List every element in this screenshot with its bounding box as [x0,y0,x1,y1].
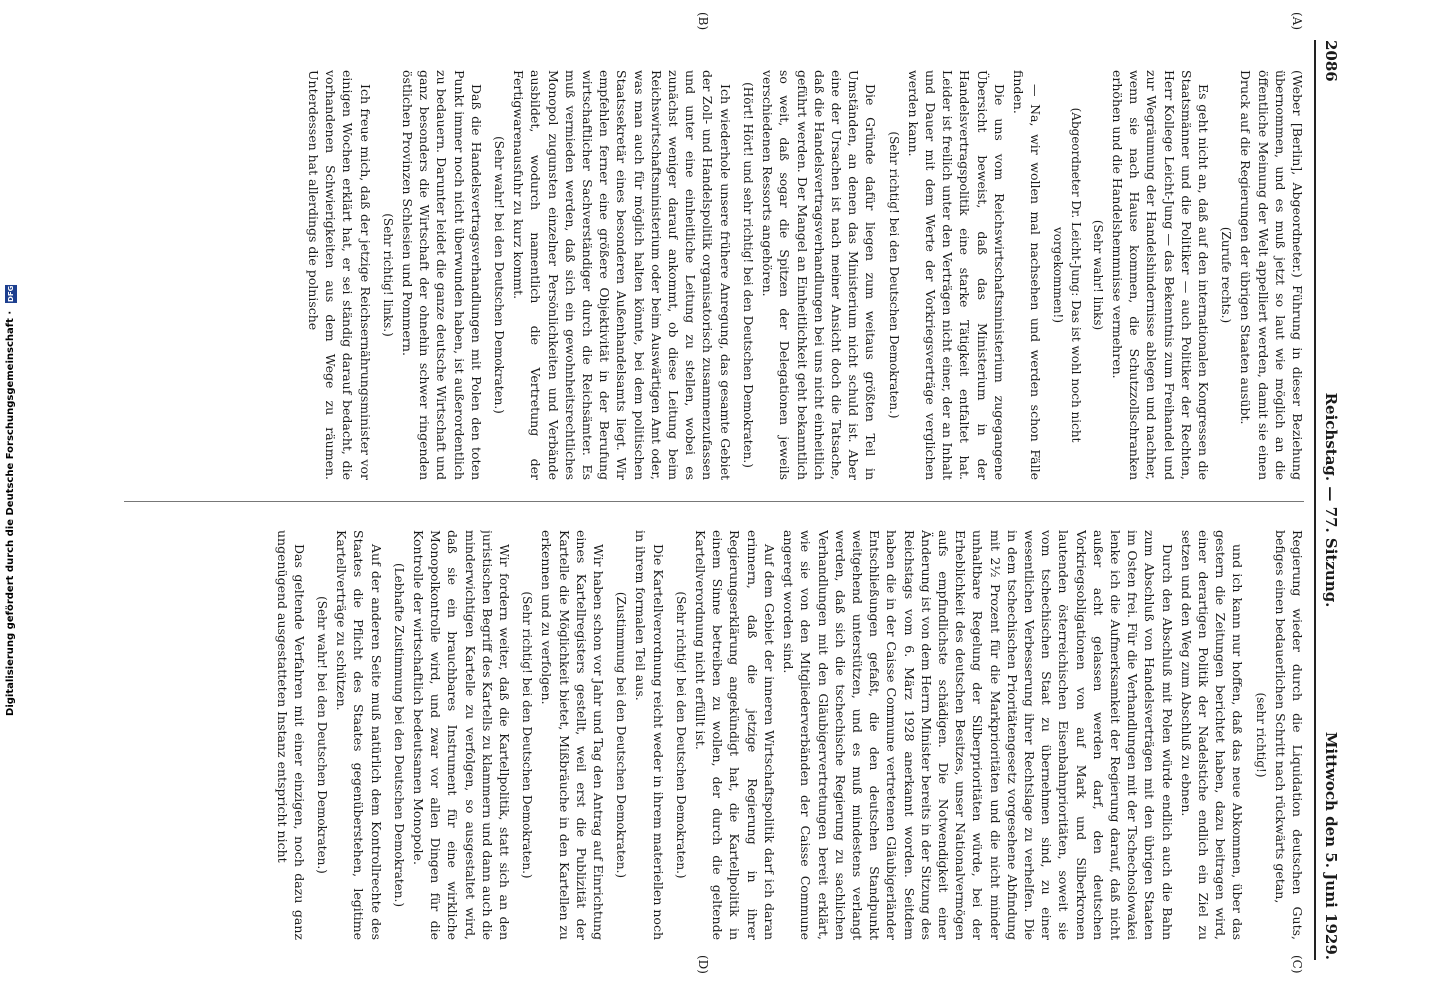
paragraph: — Na, wir wollen mal nachsehen und werden schon Fälle finden. [1010,70,1044,480]
side-credit [0,0,22,1000]
paragraph: Daß die Handelsvertragsverhandlungen mit Polen den toten Punkt immer noch nicht überwunden haben, ist außerordentlich zu bedauern. Darunter leidet die ganze deutsche Wirtschaft und ganz besonders die Wirtschaft der ohnehin schwer ringenden östlichen Provinzen Schlesien und Pommern. [400,70,484,480]
paragraph: Das geltende Verfahren mit einer einzigen, noch dazu ganz ungenügend ausgestatteten Instanz entspricht nicht [274,530,307,940]
interjection: (Hört! Hört! und sehr richtig! bei den Deutschen Demokraten.) [740,82,755,468]
margin-mark-c: (C) [1290,955,1304,974]
paragraph: (Weber [Berlin], Abgeordneter.) Führung in dieser Beziehung übernommen, und es muß jetzt so laut wie möglich an die öffentliche Meinung der Welt appelliert werden, damit sie einen Druck auf die Regierungen der übrigen Staaten ausübt. [1238,70,1305,480]
paragraph: Die uns vom Reichswirtschaftsministerium zugegangene Übersicht beweist, daß das Ministerium in der Handelsvertragspolitik eine starke Tätigkeit entfaltet hat. Leider ist freilich unter den Verträgen nicht einer, der an Inhalt und Dauer mit dem Werte der Vorkriegsverträge verglichen werden kann. [905,70,1007,480]
margin-mark-a: (A) [1290,12,1304,31]
interjection: (Zurufe rechts.) [1219,226,1234,324]
paragraph: Wir fordern weiter, daß die Kartellpolitik, statt sich an den juristischen Begriff des Kartells zu klammern und dann auch die minderwichtigen Kartelle zu verfolgen, so ausgestaltet wird, daß sie ein brauchbares Instrument für eine wirkliche Monopolkontrolle wird, und zwar vor allen Dingen für die Kontrolle der wirtschaftlich bedeutsamen Monopole. [411,530,513,940]
paragraph: Regierung wieder durch die Liquidation deutschen Guts, befiges einen bedauerlichen Schritt nach rückwärts getan, [1272,530,1305,940]
margin-mark-b: (B) [696,12,710,31]
interjection: (Sehr richtig! bei den Deutschen Demokraten.) [673,591,688,879]
paragraph: Auf der anderen Seite muß natürlich dem Kontrollrechte des Staates die Pflicht des Staates gegenüberstehen, legitime Kartellverträge zu schützen. [334,530,384,940]
page-header [1314,40,1344,960]
column-divider [124,501,1304,502]
running-title: Reichstag. — 77. Sitzung. [1322,392,1340,608]
interjection: (Sehr richtig! links.) [380,213,395,337]
left-column [116,70,1306,480]
session-date: Mittwoch den 5. Juni 1929. [1322,731,1340,960]
paragraph: Die Gründe dafür liegen zum weitaus größten Teil in Umständen, an denen das Ministerium nicht schuld ist. Aber eine der Ursachen ist nach meiner Ansicht doch die Tatsache, daß die Handelsvertragsverhandlungen bei uns nicht einheitlich geführt werden. Der Mangel an Einheitlichkeit geht bekanntlich so weit, daß sogar die Spitzen der Delegationen jeweils verschiedenen Ressorts angehören. [760,70,879,480]
interjection: (Sehr richtig! bei den Deutschen Demokraten.) [520,591,535,879]
interjection: (Sehr richtig! bei den Deutschen Demokraten.) [886,131,901,419]
interjection: (Sehr wahr! bei den Deutschen Demokraten.) [315,596,330,874]
interjection: (Sehr wahr! bei den Deutschen Demokraten.) [492,136,507,414]
document-page [100,0,1350,1000]
paragraph: Ich freue mich, daß der jetzige Reichsernährungsminister vor einigen Wochen erklärt hat, er sei ständig darauf bedacht, die vorhandenen Schwierigkeiten aus dem Wege zu räumen. Unterdessen hat allerdings die polnische [306,70,373,480]
paragraph: Auf dem Gebiet der inneren Wirtschaftspolitik darf ich daran erinnern, daß die jetzige Regierung in ihrer Regierungserklärung angekündigt hat, die Kartellpolitik in einem Sinne betreiben zu wollen, der durch die geltende Kartellverordnung nicht erfüllt ist. [693,530,777,940]
dfg-logo-icon: DFG [7,285,15,302]
page-number: 2086 [1322,40,1340,82]
paragraph: und ich kann nur hoffen, daß das neue Abkommen, über das gestern die Zeitungen berichtet haben, dazu beitragen wird, einer derartigen Politik der Nadelstiche endlich ein Ziel zu setzen und den Weg zum Abschluß zu ebnen. [1178,530,1246,940]
interjection: (Lebhafte Zustimmung bei den Deutschen Demokraten.) [391,562,406,907]
paragraph: Es geht nicht an, daß auf den internationalen Kongressen die Staatsmänner und die Politiker — auch Politiker der Rechten, Herr Kollege Leicht-Jung — das Bekenntnis zum Freihandel und zur Wegräumung der Handelshindernisse ablegen und nachher, wenn sie nach Hause kommen, die Schutzzollschranken erhöhen und die Handelshemmnisse vermehren. [1109,70,1211,480]
interjection: (sehr richtig!) [1253,692,1268,778]
paragraph: Ich wiederhole unsere frühere Anregung, das gesamte Gebiet der Zoll- und Handelspolitik organisatorisch zusammenzufassen und unter eine einheitliche Leitung zu stellen, wobei es zunächst weniger darauf ankommt, ob diese Leitung beim Reichswirtschaftsministerium oder beim Auswärtigen Amt oder, was man auch für möglich halten könnte, bei dem politischen Staatssekretär eines besonderen Außenhandelsamts liegt. Wir empfehlen ferner eine größere Objektivität in der Berufung wirtschaftlicher Sachverständiger durch die Reichsämter. Es muß vermieden werden, daß sich ein gewohnheitsrechtliches Monopol zugunsten einzelner Persönlichkeiten und Verbände ausbildet, wodurch namentlich die Vertretung der Fertigwarenausfuhr zu kurz kommt. [511,70,733,480]
paragraph: Die Kartellverordnung reicht weder in ihrem materiellen noch in ihrem formalen Teil aus. [633,530,666,940]
paragraph: Durch den Abschluß mit Polen würde endlich auch die Bahn zum Abschluß von Handelsverträgen mit den übrigen Staaten im Osten frei. Für die Verhandlungen mit der Tschechoslowakei lenke ich die Aufmerksamkeit der Regierung darauf, daß nicht außer acht gelassen werden darf, den deutschen Vorkriegsobligationen von auf Mark und Silberkronen lautenden österreichischen Eisenbahnprioritäten, soweit sie vom tschechischen Staat zu übernehmen sind, zu einer wesentlichen Verbesserung ihrer Rechtslage zu verhelfen. Die in dem tschechischen Prioritätengesetz vorgesehene Abfindung mit 2½ Prozent für die Markprioritäten und die nicht minder unhaltbare Regelung der Silberprioritäten würde, bei der Erheblichkeit des deutschen Besitzes, unser Nationalvermögen aufs empfindlichste schädigen. Die Notwendigkeit einer Änderung ist von dem Herrn Minister bereits in der Sitzung des Reichstags vom 6. März 1928 anerkannt worden. Seitdem haben die in der Caisse Commune vertretenen Gläubigerländer Entschließungen gefaßt, die den deutschen Standpunkt weitgehend unterstützen, und es muß mindestens verlangt werden, daß sich die tschechische Regierung zu sachlichen Verhandlungen mit den Gläubigervertretungen bereit erklärt, wie sie von den Mitgliederverbänden der Caisse Commune angeregt worden sind. [781,530,1175,940]
interjection: (Abgeordneter Dr. Leicht-Jung: Das ist wohl noch nicht vorgekommen!) [1051,107,1083,443]
right-column [116,530,1306,940]
paragraph: Wir haben schon vor Jahr und Tag den Antrag auf Einrichtung eines Kartellregisters gestellt, weil erst die Publizität der Kartelle die Möglichkeit bietet, Mißbräuche in den Kartellen zu erkennen und zu verfolgen. [539,530,607,940]
interjection: (Zustimmung bei den Deutschen Demokraten.) [614,591,629,879]
interjection: (Sehr wahr! links) [1090,219,1105,331]
margin-mark-d: (D) [696,955,710,974]
side-credit-text: Digitalisierung gefördert durch die Deutsche Forschungsgemeinschaft · DFG [5,285,16,716]
